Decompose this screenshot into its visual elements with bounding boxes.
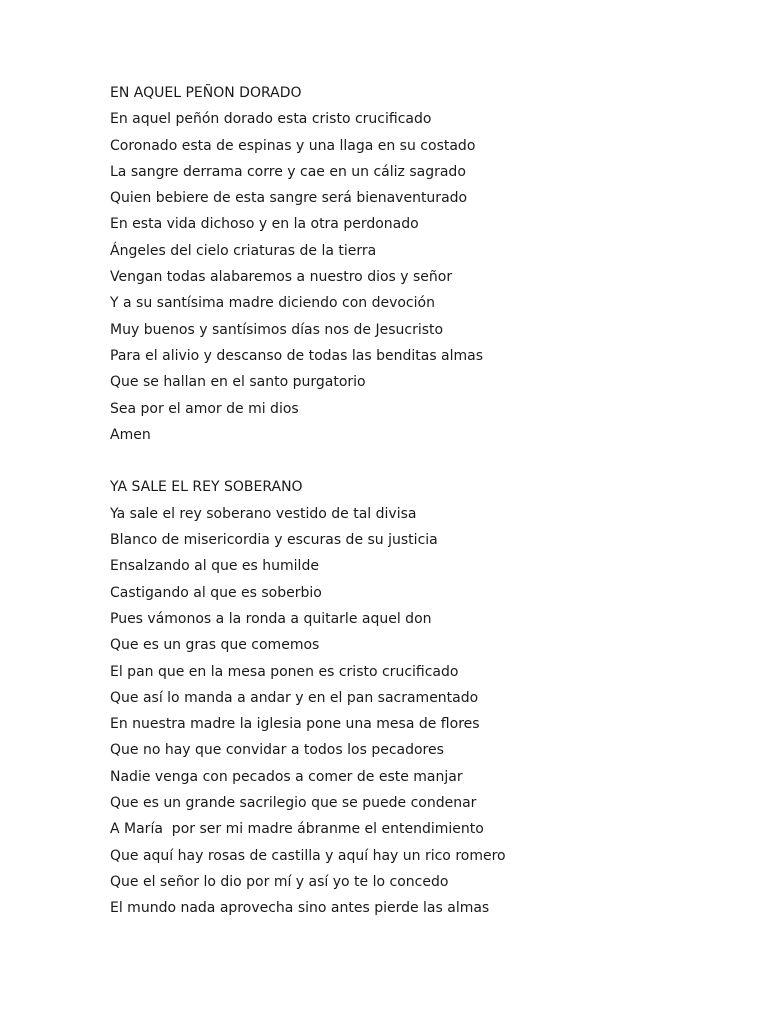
poem-line: El mundo nada aprovecha sino antes pierde las almas bbox=[110, 900, 490, 917]
section-spacer bbox=[110, 448, 730, 474]
poem-line: En aquel peñón dorado esta cristo crucificado bbox=[110, 111, 432, 128]
poem-line: Amen bbox=[110, 426, 151, 443]
poem-line: Muy buenos y santísimos días nos de Jesucristo bbox=[110, 321, 444, 338]
poem-line: Coronado esta de espinas y una llaga en su costado bbox=[110, 137, 476, 154]
poem-line: A María por ser mi madre ábranme el entendimiento bbox=[110, 821, 484, 838]
poem-line: Que aquí hay rosas de castilla y aquí hay un rico romero bbox=[110, 847, 506, 864]
poem-line: Ángeles del cielo criaturas de la tierra bbox=[110, 242, 377, 259]
poem-line: Blanco de misericordia y escuras de su justicia bbox=[110, 532, 438, 549]
poem-line: En nuestra madre la iglesia pone una mesa de flores bbox=[110, 716, 480, 733]
poem-line: Que es un grande sacrilegio que se puede condenar bbox=[110, 795, 477, 812]
poem-line: Y a su santísima madre diciendo con devoción bbox=[110, 295, 435, 312]
poem-line: El pan que en la mesa ponen es cristo crucificado bbox=[110, 663, 459, 680]
poem-line: Ya sale el rey soberano vestido de tal divisa bbox=[110, 505, 417, 522]
poem-line: Que el señor lo dio por mí y así yo te lo concedo bbox=[110, 873, 449, 890]
poem-line: Para el alivio y descanso de todas las benditas almas bbox=[110, 347, 484, 364]
poem-line: Que así lo manda a andar y en el pan sacramentado bbox=[110, 689, 479, 706]
poem-line: Pues vámonos a la ronda a quitarle aquel don bbox=[110, 610, 432, 627]
poem-line: Quien bebiere de esta sangre será bienaventurado bbox=[110, 190, 468, 207]
poem-title: YA SALE EL REY SOBERANO bbox=[110, 479, 303, 496]
poem-title: EN AQUEL PEÑON DORADO bbox=[110, 85, 302, 101]
poem-line: Nadie venga con pecados a comer de este manjar bbox=[110, 768, 463, 785]
poem-line: Castigando al que es soberbio bbox=[110, 584, 322, 601]
poem-line: Que no hay que convidar a todos los pecadores bbox=[110, 742, 444, 759]
poem-line: Que es un gras que comemos bbox=[110, 637, 320, 654]
poem-line: En esta vida dichoso y en la otra perdonado bbox=[110, 216, 419, 233]
poem-line: Sea por el amor de mi dios bbox=[110, 400, 299, 417]
poem-line: Vengan todas alabaremos a nuestro dios y señor bbox=[110, 269, 453, 286]
poem-line: Ensalzando al que es humilde bbox=[110, 558, 319, 575]
document-body bbox=[110, 80, 730, 922]
poem-line: La sangre derrama corre y cae en un cáliz sagrado bbox=[110, 163, 466, 180]
poem-line: Que se hallan en el santo purgatorio bbox=[110, 374, 366, 391]
